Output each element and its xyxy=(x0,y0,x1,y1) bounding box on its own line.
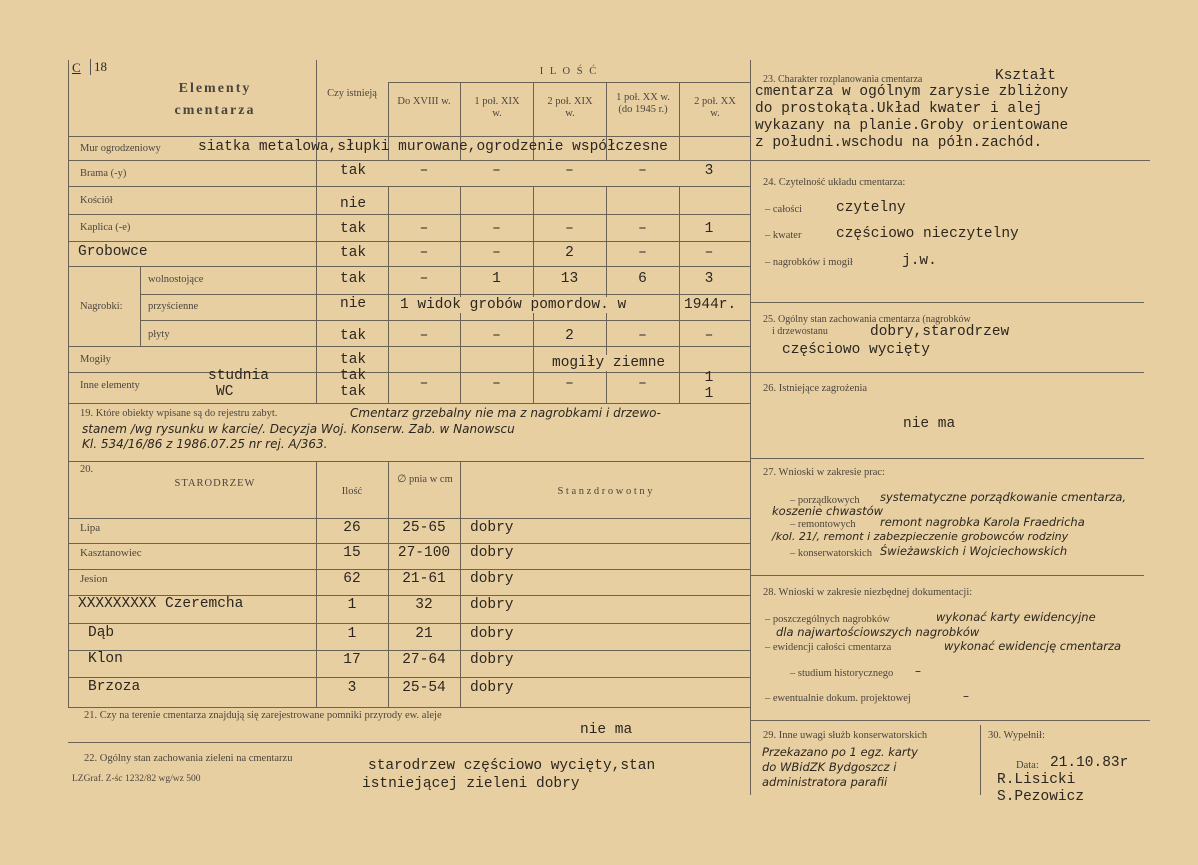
s26-value: nie ma xyxy=(903,416,956,432)
s30-date: 21.10.83r xyxy=(1050,755,1129,771)
row-label-inne: Inne elementy xyxy=(80,380,140,391)
col-1-xx: 1 poł. XX w. (do 1945 r.) xyxy=(616,92,670,115)
przyscienne-exist: nie xyxy=(340,296,367,312)
row-label-grobowce: Grobowce xyxy=(78,244,148,260)
s23-line0: Kształt xyxy=(995,68,1056,84)
s19-line1: Cmentarz grzebalny nie ma z nagrobkami i drzewo- xyxy=(350,406,661,420)
col-2-xx: 2 poł. XX w. xyxy=(694,96,736,119)
kaplica-c5: 1 xyxy=(704,221,714,237)
s25-value-1: dobry,starodrzew xyxy=(870,324,1010,340)
wolnostojace-c1: – xyxy=(419,271,429,287)
plyty-c1: – xyxy=(419,328,429,344)
wolnostojace-c5: 3 xyxy=(704,271,714,287)
s21-label: 21. Czy na terenie cmentarza znajdują się zarejestrowane pomniki przyrody ew. aleje xyxy=(84,710,442,721)
wolnostojace-c3: 13 xyxy=(560,271,579,287)
print-footer: LZGraf. Z-śc 1232/82 wg/wz 500 xyxy=(72,774,201,784)
s21-value: nie ma xyxy=(580,722,633,738)
s24-calosci-label: – całości xyxy=(765,204,803,215)
row-label-przyscienne: przyścienne xyxy=(148,301,199,312)
s27-rem-1: remont nagrobka Karola Fraedricha xyxy=(880,515,1085,529)
s29-label: 29. Inne uwagi służb konserwatorskich xyxy=(763,730,928,741)
grobowce-c4: – xyxy=(638,245,647,261)
s29-line2: do WBidZK Bydgoszcz i xyxy=(762,760,897,774)
row-label-mogily: Mogiły xyxy=(80,354,111,365)
tree-qty: 17 xyxy=(343,652,361,668)
tree-diameter: 21-61 xyxy=(402,571,446,587)
elements-header: Elementy cmentarza xyxy=(174,81,256,118)
diameter-header: ∅ pnia w cm xyxy=(397,474,453,485)
plyty-c4: – xyxy=(638,328,647,344)
tree-state: dobry xyxy=(470,626,514,642)
s28-pos-1: wykonać karty ewidencyjne xyxy=(936,610,1096,624)
tree-name: Jesion xyxy=(80,573,108,585)
s23-label: 23. Charakter rozplanowania cmentarza xyxy=(763,74,923,85)
grobowce-c5: – xyxy=(704,245,714,261)
grobowce-c2: – xyxy=(492,245,501,261)
s23-line2: do prostokąta.Układ kwater i alej xyxy=(755,101,1043,117)
s30-date-label: Data: xyxy=(1016,760,1039,771)
s19-label: 19. Które obiekty wpisane są do rejestru zabyt. xyxy=(80,408,278,419)
s30-name-2: S.Pezowicz xyxy=(997,789,1085,805)
tree-qty: 1 xyxy=(347,626,357,642)
tree-qty: 1 xyxy=(347,597,357,613)
tree-state: dobry xyxy=(470,680,514,696)
corner-mark: C xyxy=(72,60,81,75)
mur-value: siatka metalowa,słupki murowane,ogrodzenie współczesne xyxy=(198,139,668,155)
s19-line3: Kl. 534/16/86 z 1986.07.25 nr rej. A/363. xyxy=(82,437,328,451)
plyty-c5: – xyxy=(704,328,714,344)
inne-c5a: 1 xyxy=(704,370,714,386)
s24-calosci-value: czytelny xyxy=(836,200,906,216)
s27-porz-2: koszenie chwastów xyxy=(772,504,884,518)
qty-header: Ilość xyxy=(341,486,363,497)
s24-nagrobkow-value: j.w. xyxy=(902,253,937,269)
inne-exist-1: tak xyxy=(340,368,367,384)
s28-pos-2: dla najwartościowszych nagrobków xyxy=(776,625,980,639)
brama-exist: tak xyxy=(340,163,367,179)
row-label-kaplica: Kaplica (-e) xyxy=(80,222,131,233)
col-1-xix: 1 poł. XIX w. xyxy=(474,96,520,119)
tree-state: dobry xyxy=(470,545,514,561)
inne-item-studnia: studnia xyxy=(208,368,269,384)
s28-ew-label: – ewidencji całości cmentarza xyxy=(765,642,892,653)
col-2-xix: 2 poł. XIX w. xyxy=(547,96,593,119)
s27-rem-2: /kol. 21/, remont i zabezpieczenie grobowców rodziny xyxy=(772,530,1069,543)
s19-line2: stanem /wg rysunku w karcie/. Decyzja Woj. Konserw. Zab. w Nanowscu xyxy=(82,422,515,436)
s27-porz-label: – porządkowych xyxy=(790,495,860,506)
grobowce-c1: – xyxy=(419,245,429,261)
tree-qty: 62 xyxy=(343,571,361,587)
starodrzew-header: STARODRZEW xyxy=(174,478,256,489)
s28-stud-label: – studium historycznego xyxy=(790,668,894,679)
brama-c3: – xyxy=(565,163,574,179)
s25-label-1: 25. Ogólny stan zachowania cmentarza (nagrobków xyxy=(763,314,971,325)
s28-proj-value: – xyxy=(963,689,969,703)
mogily-exist: tak xyxy=(340,352,367,368)
kaplica-c3: – xyxy=(565,221,574,237)
s28-ew-value: wykonać ewidencję cmentarza xyxy=(944,639,1122,653)
s27-porz-1: systematyczne porządkowanie cmentarza, xyxy=(880,490,1127,504)
tree-qty: 15 xyxy=(343,545,361,561)
col-xviii: Do XVIII w. xyxy=(397,96,451,107)
kaplica-c2: – xyxy=(492,221,501,237)
brama-c5: 3 xyxy=(704,163,714,179)
kaplica-c4: – xyxy=(638,221,647,237)
s27-rem-label: – remontowych xyxy=(790,519,856,530)
plyty-exist: tak xyxy=(340,328,367,344)
ilosc-header: I L O Ś Ć xyxy=(539,66,599,77)
inne-exist-2: tak xyxy=(340,384,367,400)
plyty-c3: 2 xyxy=(565,328,574,344)
tree-name: Klon xyxy=(88,651,123,667)
s28-pos-label: – poszczególnych nagrobków xyxy=(765,614,890,625)
przyscienne-note: 1 widok grobów pomordow. w xyxy=(400,297,627,313)
s27-kons-label: – konserwatorskich xyxy=(790,548,872,559)
s22-line2: istniejącej zieleni dobry xyxy=(362,776,580,792)
brama-c2: – xyxy=(492,163,501,179)
inne-c1: – xyxy=(419,376,429,392)
s29-line1: Przekazano po 1 egz. karty xyxy=(762,745,918,759)
s20-number: 20. xyxy=(80,464,94,475)
grobowce-exist: tak xyxy=(340,245,367,261)
s24-kwater-label: – kwater xyxy=(765,230,802,241)
kaplica-exist: tak xyxy=(340,221,367,237)
przyscienne-c5: 1944r. xyxy=(684,297,737,313)
tree-name: Kasztanowiec xyxy=(80,547,142,559)
row-label-kosciol: Kościół xyxy=(80,195,113,206)
s24-nagrobkow-label: – nagrobków i mogił xyxy=(765,257,853,268)
s30-label: 30. Wypełnił: xyxy=(988,730,1045,741)
s25-value-2: częściowo wycięty xyxy=(782,342,930,358)
s23-line3: wykazany na planie.Groby orientowane xyxy=(755,118,1069,134)
s24-kwater-value: częściowo nieczytelny xyxy=(836,226,1019,242)
row-label-brama: Brama (-y) xyxy=(80,168,127,179)
tree-qty: 26 xyxy=(343,520,361,536)
row-label-plyty: płyty xyxy=(148,329,170,340)
exist-header: Czy istnieją xyxy=(327,88,377,99)
row-label-mur: Mur ogrodzeniowy xyxy=(80,143,161,154)
tree-state: dobry xyxy=(470,520,514,536)
s27-kons: Świeżawskich i Wojciechowskich xyxy=(880,544,1068,558)
mogily-note: mogiły ziemne xyxy=(552,355,666,371)
s30-name-1: R.Lisicki xyxy=(997,772,1076,788)
tree-diameter: 32 xyxy=(415,597,433,613)
s27-label: 27. Wnioski w zakresie prac: xyxy=(763,467,885,478)
nagrobki-label: Nagrobki: xyxy=(80,301,123,312)
kosciol-exist: nie xyxy=(340,196,367,212)
tree-state: dobry xyxy=(470,652,514,668)
inne-c4: – xyxy=(638,376,647,392)
corner-number: 18 xyxy=(90,59,107,75)
tree-name: Lipa xyxy=(80,522,101,534)
tree-diameter: 27-100 xyxy=(397,545,451,561)
brama-c4: – xyxy=(638,163,647,179)
brama-c1: – xyxy=(419,163,429,179)
tree-name: XXXXXXXXX Czeremcha xyxy=(78,596,244,612)
tree-diameter: 25-54 xyxy=(402,680,446,696)
inne-c5b: 1 xyxy=(704,386,714,402)
inne-c2: – xyxy=(492,376,501,392)
s29-line3: administratora parafii xyxy=(762,775,888,789)
s22-line1: starodrzew częściowo wycięty,stan xyxy=(368,758,656,774)
row-label-wolnostojace: wolnostojące xyxy=(148,274,204,285)
tree-diameter: 21 xyxy=(415,626,433,642)
grobowce-c3: 2 xyxy=(565,245,574,261)
tree-state: dobry xyxy=(470,597,514,613)
tree-name: Brzoza xyxy=(88,679,141,695)
wolnostojace-c4: 6 xyxy=(638,271,647,287)
s28-proj-label: – ewentualnie dokum. projektowej xyxy=(765,693,911,704)
wolnostojace-exist: tak xyxy=(340,271,367,287)
tree-diameter: 27-64 xyxy=(402,652,446,668)
health-header: S t a n z d r o w o t n y xyxy=(557,486,653,497)
s24-label: 24. Czytelność układu cmentarza: xyxy=(763,177,906,188)
tree-name: Dąb xyxy=(88,625,115,641)
inne-item-wc: WC xyxy=(216,384,234,400)
wolnostojace-c2: 1 xyxy=(492,271,501,287)
tree-state: dobry xyxy=(470,571,514,587)
s28-stud-value: – xyxy=(915,664,921,678)
plyty-c2: – xyxy=(492,328,501,344)
s28-label: 28. Wnioski w zakresie niezbędnej dokumentacji: xyxy=(763,587,973,598)
s22-label: 22. Ogólny stan zachowania zieleni na cmentarzu xyxy=(84,753,293,764)
kaplica-c1: – xyxy=(419,221,429,237)
inne-c3: – xyxy=(565,376,574,392)
tree-diameter: 25-65 xyxy=(402,520,446,536)
s23-line4: z południ.wschodu na półn.zachód. xyxy=(755,135,1043,151)
s25-label-2: i drzewostanu xyxy=(772,326,828,337)
s23-line1: cmentarza w ogólnym zarysie zbliżony xyxy=(755,84,1069,100)
s26-label: 26. Istniejące zagrożenia xyxy=(763,383,868,394)
tree-qty: 3 xyxy=(347,680,357,696)
